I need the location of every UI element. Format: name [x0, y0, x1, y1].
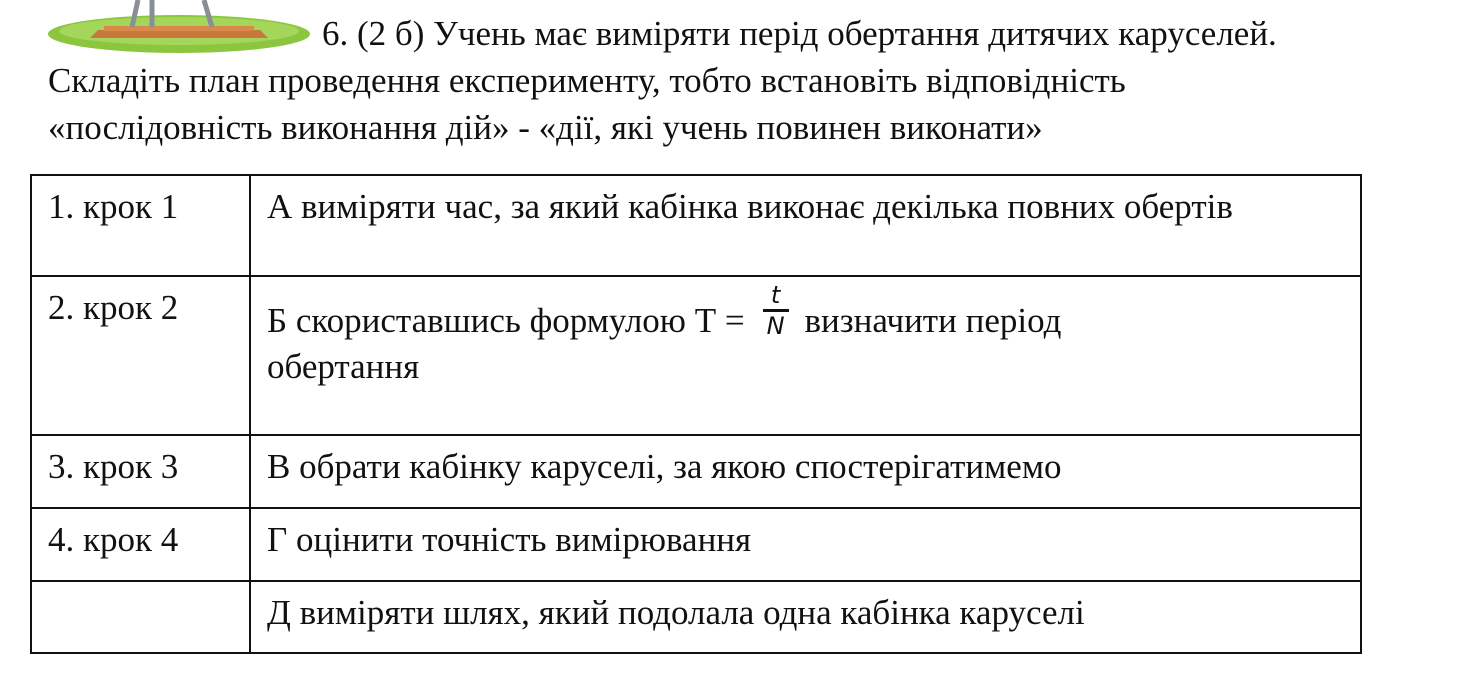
- table-row: [31, 435, 1361, 508]
- formula-line: [267, 281, 1344, 344]
- action-suffix: визначити період: [804, 301, 1062, 340]
- question-line-1: 6. (2 б) Учень має виміряти перід обертання дитячих каруселей.: [322, 14, 1277, 53]
- question-line-2: Складіть план проведення експерименту, тобто встановіть відповідність: [48, 61, 1126, 100]
- action-cell: В обрати кабінку каруселі, за якою спостерігатимемо: [250, 435, 1361, 508]
- step-cell: 4. крок 4: [31, 508, 250, 581]
- action-line-2: обертання: [267, 347, 420, 386]
- question-line-3: «послідовність виконання дій» - «дії, які учень повинен виконати»: [48, 108, 1043, 147]
- step-cell: 3. крок 3: [31, 435, 250, 508]
- step-cell: 2. крок 2: [31, 276, 250, 435]
- table-row: [31, 508, 1361, 581]
- question-text: [48, 10, 1468, 151]
- action-cell: А виміряти час, за який кабінка виконає декілька повних обертів: [250, 175, 1361, 276]
- action-cell: Г оцінити точність вимірювання: [250, 508, 1361, 581]
- action-cell: Д виміряти шлях, який подолала одна кабінка каруселі: [250, 581, 1361, 653]
- action-cell-formula: [250, 276, 1361, 435]
- table-row: [31, 175, 1361, 276]
- matching-table: [30, 174, 1362, 654]
- table-row: [31, 581, 1361, 653]
- formula-denominator: N: [763, 309, 789, 340]
- step-cell: 1. крок 1: [31, 175, 250, 276]
- formula-numerator: t: [770, 281, 781, 309]
- period-formula-fraction: [763, 281, 789, 340]
- action-prefix: Б скориставшись формулою Т =: [267, 301, 745, 340]
- table-row: [31, 276, 1361, 435]
- step-cell-empty: [31, 581, 250, 653]
